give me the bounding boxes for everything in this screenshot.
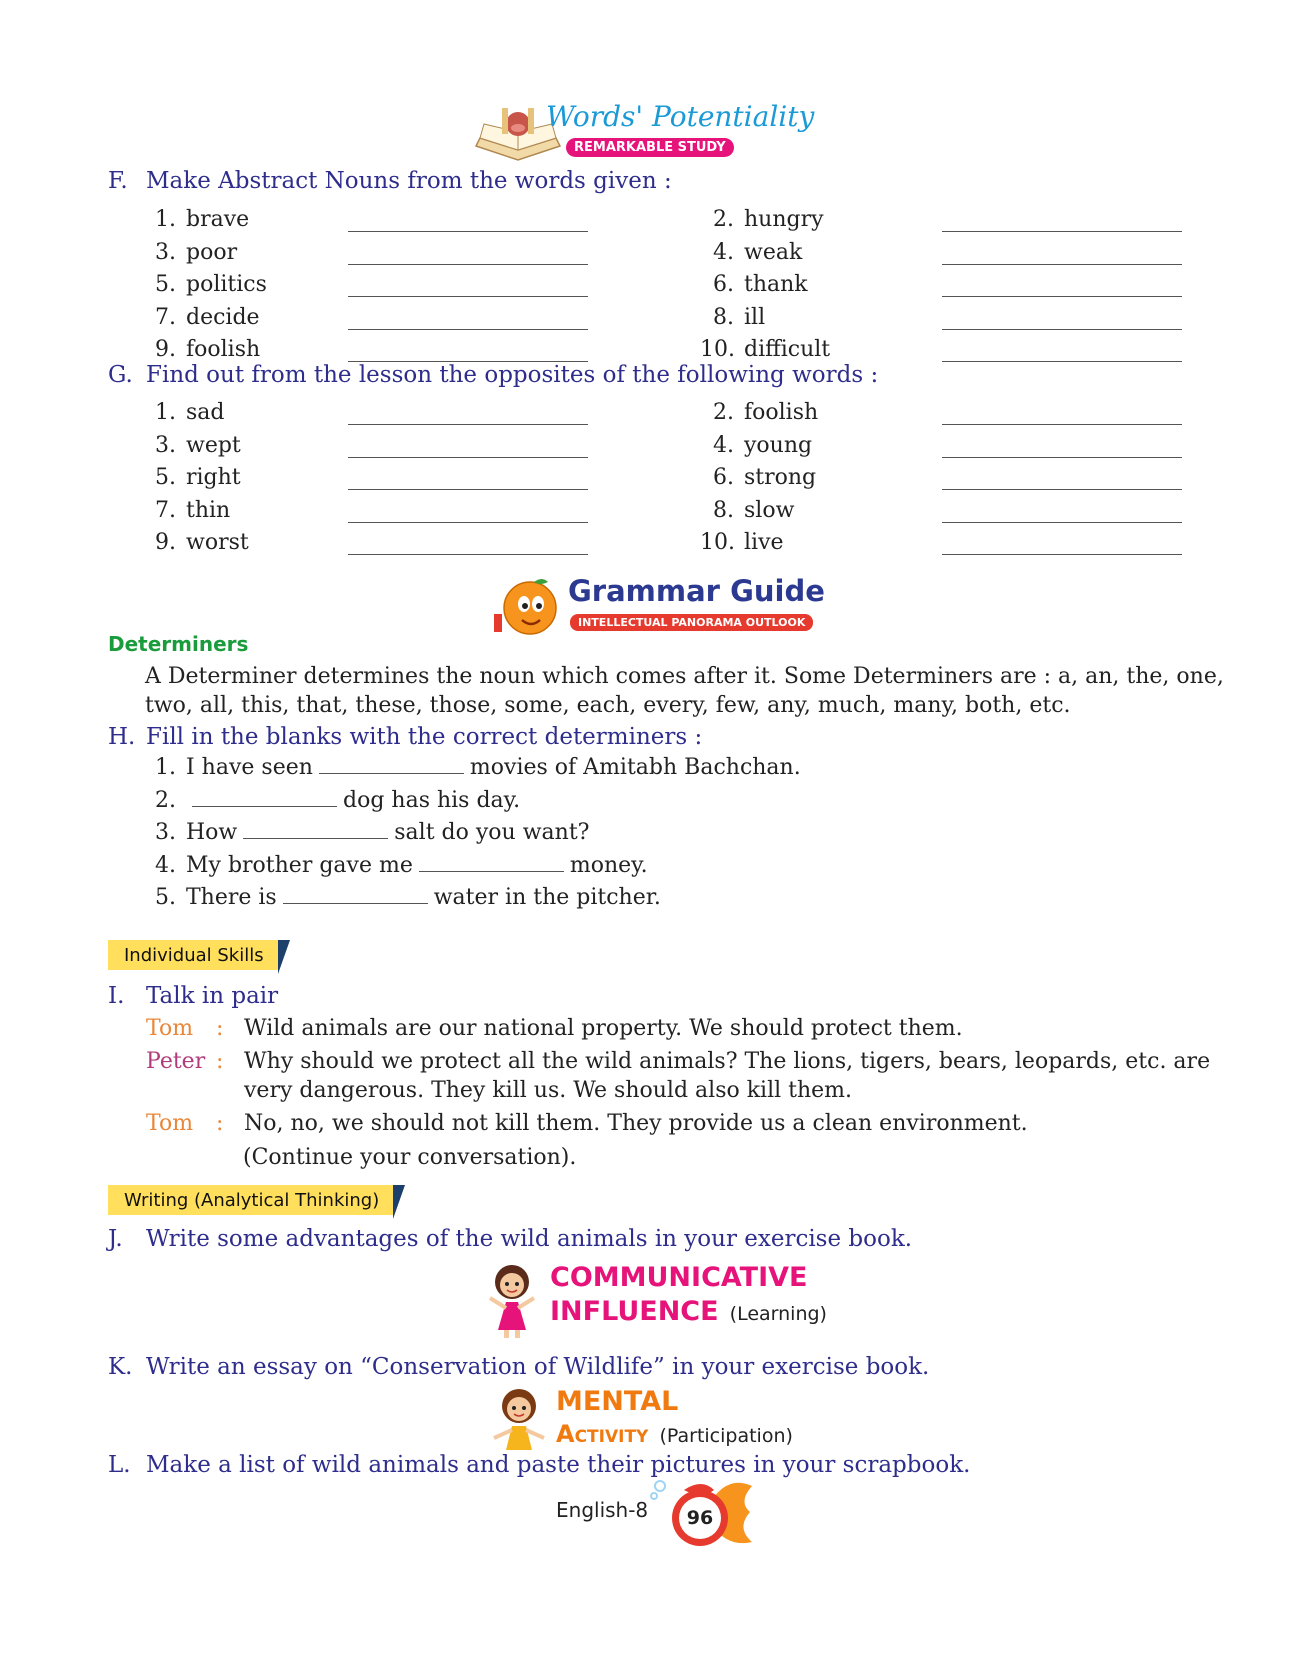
section-g-letter: G. <box>108 362 133 388</box>
word-item <box>700 305 765 330</box>
item-number: 10. <box>700 337 735 362</box>
activity-title <box>556 1420 793 1448</box>
section-h-prompt <box>108 724 702 750</box>
sentence-end: money. <box>569 852 648 878</box>
item-number: 8. <box>713 304 734 330</box>
item-word: foolish <box>744 400 819 425</box>
girl-cheering-icon <box>490 1386 548 1458</box>
page-number-badge <box>640 1472 760 1552</box>
item-word: politics <box>186 272 267 297</box>
item-number: 8. <box>713 497 734 523</box>
item-number: 6. <box>713 272 734 297</box>
answer-blank-line[interactable] <box>348 264 588 265</box>
answer-blank-line[interactable] <box>942 489 1182 490</box>
section-l-text: Make a list of wild animals and paste their pictures in your scrapbook. <box>146 1452 971 1478</box>
girl-mascot-icon <box>484 1262 540 1340</box>
item-number: 7. <box>155 497 176 523</box>
section-f-text: Make Abstract Nouns from the words given : <box>146 168 672 194</box>
word-item <box>142 465 241 490</box>
activity-word: Activity <box>556 1420 649 1448</box>
word-item <box>142 498 230 523</box>
item-word: worst <box>186 530 249 555</box>
word-item <box>142 400 225 425</box>
section-l-letter: L. <box>108 1452 131 1478</box>
blank-sentence <box>142 853 648 878</box>
answer-blank-line[interactable] <box>942 231 1182 232</box>
section-f-letter: F. <box>108 168 128 194</box>
item-number: 5. <box>155 465 176 490</box>
item-word: live <box>744 530 784 555</box>
word-item <box>142 272 267 297</box>
section-f-prompt <box>108 168 672 194</box>
section-j-letter: J. <box>108 1226 123 1252</box>
item-word: wept <box>186 432 241 458</box>
item-word: foolish <box>186 337 261 362</box>
communicative-influence-logo <box>484 1262 827 1340</box>
speaker-name: Tom <box>146 1016 194 1041</box>
sentence-start: My brother gave me <box>186 852 413 878</box>
dialogue-line <box>146 1016 963 1041</box>
grammar-guide-subtitle: INTELLECTUAL PANORAMA OUTLOOK <box>570 614 813 631</box>
mental-title: MENTAL <box>556 1386 679 1417</box>
sentence-start: How <box>186 820 238 845</box>
word-item <box>700 337 830 362</box>
footer-book-title: English-8 <box>556 1498 649 1522</box>
sentence-end: dog has his day. <box>343 787 521 813</box>
word-item <box>700 400 818 425</box>
determiners-definition-line2: two, all, this, that, these, those, some, each, every, few, any, much, many, both, etc. <box>145 693 1071 718</box>
remarkable-study-badge: REMARKABLE STUDY <box>566 138 734 157</box>
answer-blank-line[interactable] <box>348 296 588 297</box>
determiners-heading: Determiners <box>108 632 249 656</box>
words-potentiality-logo <box>472 100 815 166</box>
answer-blank-line[interactable] <box>348 424 588 425</box>
word-item <box>700 530 784 555</box>
item-word: young <box>744 432 813 458</box>
word-item <box>142 240 237 265</box>
individual-skills-label: Individual Skills <box>124 945 264 966</box>
determiners-definition-line1: A Determiner determines the noun which comes after it. Some Determiners are : a, an, the, one, <box>145 664 1224 689</box>
item-number: 3. <box>155 820 176 845</box>
item-word: thin <box>186 497 231 523</box>
writing-analytical-tag <box>108 1185 393 1215</box>
item-number: 4. <box>713 432 734 458</box>
speaker-colon: : <box>216 1049 224 1074</box>
item-number: 1. <box>155 207 176 232</box>
word-item <box>142 433 241 458</box>
word-item <box>142 530 249 555</box>
dialogue-text: Why should we protect all the wild animals? The lions, tigers, bears, leopards, etc. are <box>244 1049 1211 1074</box>
section-i-letter: I. <box>108 983 125 1009</box>
item-word: sad <box>186 400 225 425</box>
sentence-end: movies of Amitabh Bachchan. <box>469 755 801 780</box>
word-item <box>142 305 260 330</box>
section-i-text: Talk in pair <box>146 983 279 1009</box>
item-number: 4. <box>713 239 734 265</box>
sentence-end: water in the pitcher. <box>433 885 661 910</box>
word-item <box>700 465 816 490</box>
word-item <box>142 207 249 232</box>
item-word: thank <box>744 272 808 297</box>
item-number: 5. <box>155 885 176 910</box>
item-number: 6. <box>713 465 734 490</box>
answer-blank-line[interactable] <box>942 554 1182 555</box>
answer-blank-line[interactable] <box>348 231 588 232</box>
influence-title <box>550 1296 827 1327</box>
answer-blank[interactable] <box>283 885 428 904</box>
tag-corner-icon <box>393 1185 405 1219</box>
section-g-text: Find out from the lesson the opposites of the following words : <box>146 362 879 388</box>
section-j-prompt <box>108 1226 912 1252</box>
word-item <box>700 272 808 297</box>
dialogue-line <box>146 1111 1028 1136</box>
speaker-colon: : <box>216 1111 224 1136</box>
item-number: 2. <box>155 787 176 813</box>
item-number: 10. <box>700 530 735 555</box>
learning-label: (Learning) <box>729 1303 827 1325</box>
section-k-prompt <box>108 1354 929 1380</box>
tag-corner-icon <box>278 940 290 974</box>
answer-blank-line[interactable] <box>942 264 1182 265</box>
item-number: 1. <box>155 755 176 780</box>
communicative-title: COMMUNICATIVE <box>550 1262 808 1293</box>
word-item <box>700 433 812 458</box>
item-number: 9. <box>155 337 176 362</box>
answer-blank-line[interactable] <box>942 361 1182 362</box>
answer-blank-line[interactable] <box>942 457 1182 458</box>
item-number: 3. <box>155 432 176 458</box>
item-word: difficult <box>744 337 831 362</box>
individual-skills-tag <box>108 940 278 970</box>
answer-blank[interactable] <box>319 755 464 774</box>
mental-activity-logo <box>490 1386 830 1458</box>
item-word: hungry <box>744 207 824 232</box>
answer-blank-line[interactable] <box>348 554 588 555</box>
item-word: strong <box>744 465 817 490</box>
item-word: ill <box>744 304 766 330</box>
answer-blank[interactable] <box>419 853 564 872</box>
section-g-prompt <box>108 362 878 388</box>
item-number: 7. <box>155 304 176 330</box>
dialogue-text: No, no, we should not kill them. They provide us a clean environment. <box>244 1111 1028 1136</box>
speaker-name: Peter <box>146 1049 206 1074</box>
writing-analytical-label: Writing (Analytical Thinking) <box>124 1190 380 1211</box>
answer-blank-line[interactable] <box>942 522 1182 523</box>
answer-blank[interactable] <box>192 788 337 807</box>
sentence-end: salt do you want? <box>394 820 590 845</box>
answer-blank-line[interactable] <box>348 489 588 490</box>
answer-blank-line[interactable] <box>348 457 588 458</box>
item-number: 1. <box>155 400 176 425</box>
item-number: 2. <box>713 207 734 232</box>
blank-sentence <box>142 788 520 813</box>
item-number: 4. <box>155 852 176 878</box>
speaker-name: Tom <box>146 1111 194 1136</box>
section-h-letter: H. <box>108 724 136 750</box>
participation-label: (Participation) <box>659 1425 793 1447</box>
dialogue-text-continued: very dangerous. They kill us. We should also kill them. <box>244 1078 853 1103</box>
answer-blank-line[interactable] <box>942 296 1182 297</box>
grammar-guide-title: Grammar Guide <box>568 574 825 608</box>
speaker-colon: : <box>216 1016 224 1041</box>
item-number: 9. <box>155 530 176 555</box>
item-number: 2. <box>713 400 734 425</box>
item-word: brave <box>186 207 250 232</box>
continue-conversation-note: (Continue your conversation). <box>243 1145 577 1170</box>
orange-mascot-icon <box>490 574 562 640</box>
section-k-text: Write an essay on “Conservation of Wildlife” in your exercise book. <box>146 1354 930 1380</box>
dialogue-line <box>146 1049 1210 1074</box>
blank-sentence <box>142 755 801 780</box>
item-word: weak <box>744 239 803 265</box>
answer-blank[interactable] <box>243 820 388 839</box>
words-potentiality-title: Words' Potentiality <box>546 100 815 133</box>
sentence-start: I have seen <box>186 755 313 780</box>
section-h-text: Fill in the blanks with the correct determiners : <box>146 724 703 750</box>
grammar-guide-logo <box>490 574 825 640</box>
item-number: 3. <box>155 239 176 265</box>
section-j-text: Write some advantages of the wild animals in your exercise book. <box>146 1226 913 1252</box>
sentence-start: There is <box>186 885 277 910</box>
influence-word: INFLUENCE <box>550 1296 719 1327</box>
section-l-prompt <box>108 1452 970 1478</box>
item-word: decide <box>186 304 260 330</box>
blank-sentence <box>142 820 589 845</box>
dialogue-text: Wild animals are our national property. We should protect them. <box>244 1016 963 1041</box>
blank-sentence <box>142 885 661 910</box>
word-item <box>700 240 802 265</box>
answer-blank-line[interactable] <box>942 424 1182 425</box>
answer-blank-line[interactable] <box>348 329 588 330</box>
section-i-prompt <box>108 983 278 1009</box>
item-word: poor <box>186 239 238 265</box>
item-word: slow <box>744 497 795 523</box>
word-item <box>700 498 794 523</box>
page-number: 96 <box>686 1507 714 1529</box>
item-number: 5. <box>155 272 176 297</box>
section-k-letter: K. <box>108 1354 133 1380</box>
answer-blank-line[interactable] <box>942 329 1182 330</box>
word-item <box>700 207 824 232</box>
item-word: right <box>186 465 241 490</box>
answer-blank-line[interactable] <box>348 522 588 523</box>
word-item <box>142 337 260 362</box>
